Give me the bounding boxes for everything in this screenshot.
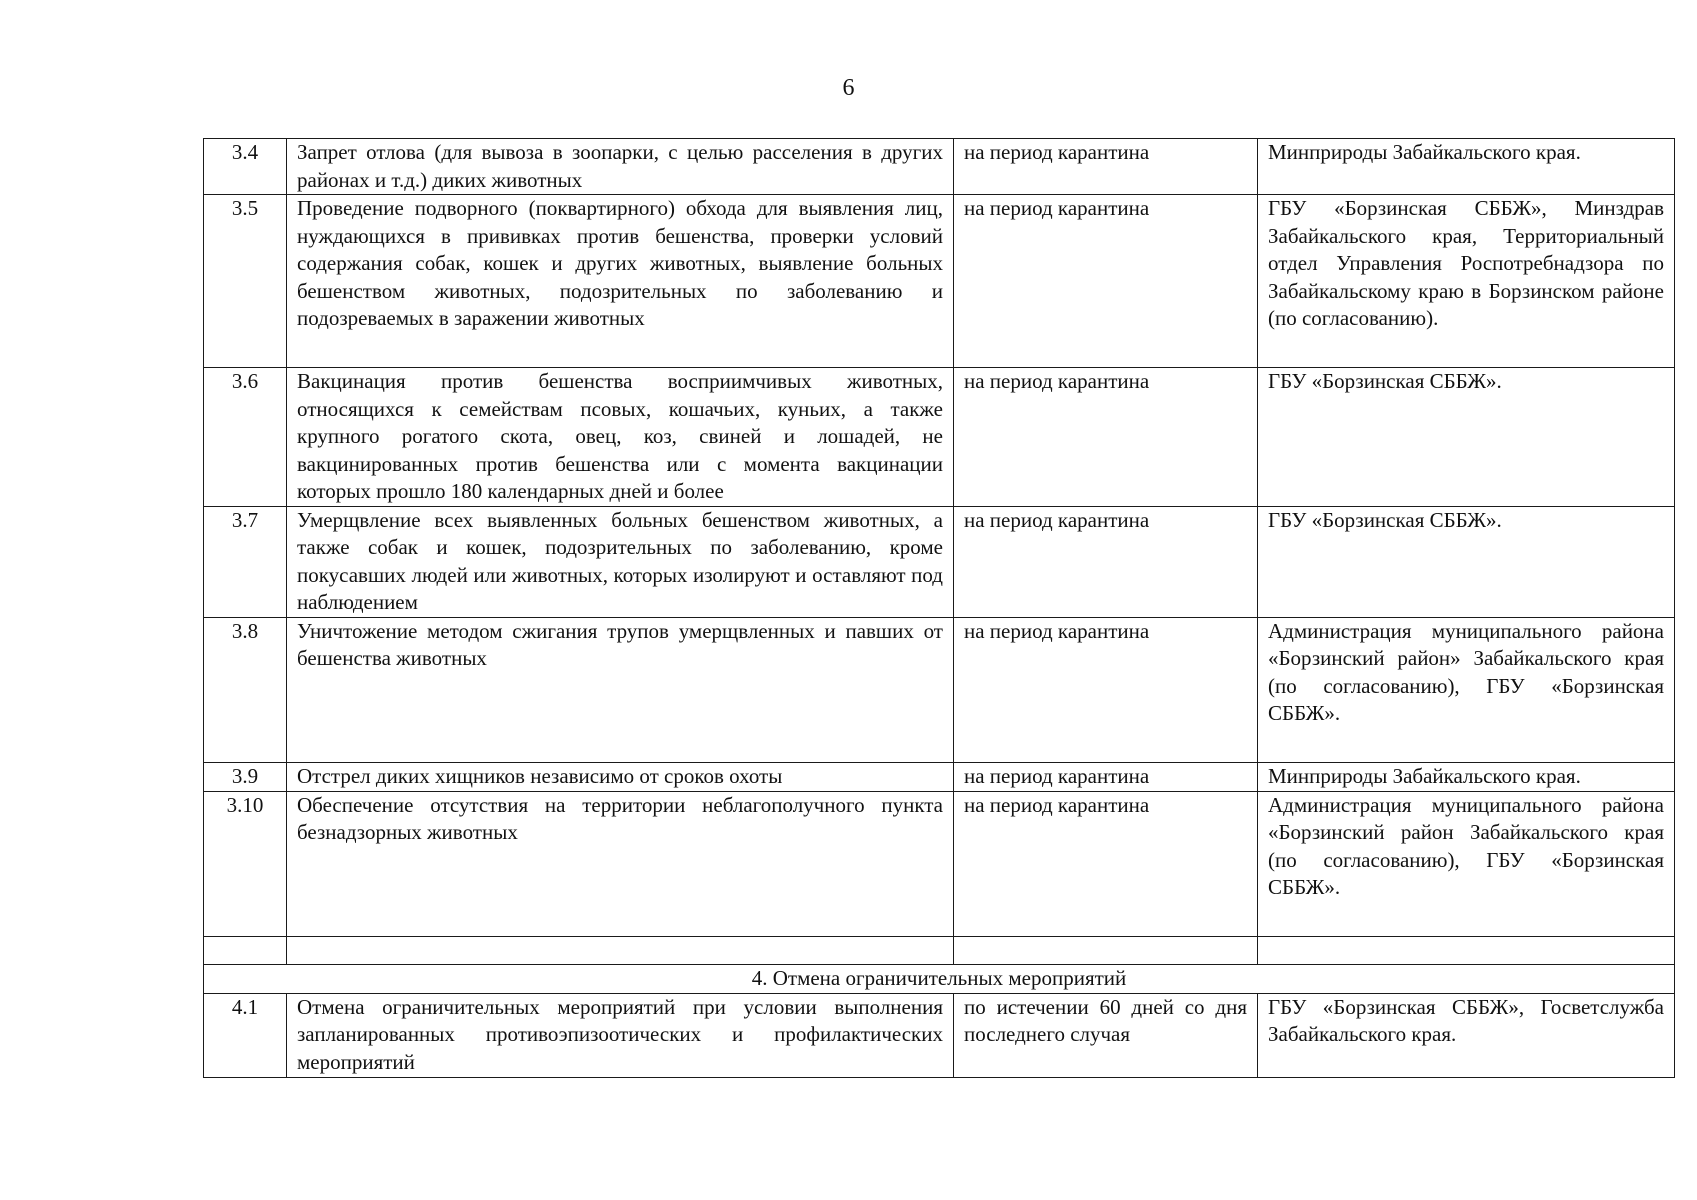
measure-term: по истечении 60 дней со дня последнего случая	[954, 993, 1258, 1077]
empty-cell	[287, 936, 954, 964]
section-title: 4. Отмена ограничительных мероприятий	[204, 964, 1675, 993]
measure-description: Уничтожение методом сжигания трупов умерщвленных и павших от бешенства животных	[287, 617, 954, 762]
measure-term: на период карантина	[954, 617, 1258, 762]
table-row	[204, 762, 1675, 791]
measure-responsible: ГБУ «Борзинская СББЖ».	[1258, 368, 1675, 507]
table-row	[204, 993, 1675, 1077]
empty-cell	[204, 936, 287, 964]
table-row	[204, 506, 1675, 617]
measure-responsible: Администрация муниципального района «Борзинский район» Забайкальского края (по согласованию), ГБУ «Борзинская СББЖ».	[1258, 617, 1675, 762]
measure-description: Отстрел диких хищников независимо от сроков охоты	[287, 762, 954, 791]
page-number: 6	[842, 75, 855, 101]
table-row	[204, 791, 1675, 936]
measure-term: на период карантина	[954, 506, 1258, 617]
measures-table	[203, 138, 1675, 1078]
measure-term: на период карантина	[954, 139, 1258, 195]
measure-responsible: Минприроды Забайкальского края.	[1258, 139, 1675, 195]
section-header-row	[204, 964, 1675, 993]
measure-term: на период карантина	[954, 791, 1258, 936]
table-row	[204, 139, 1675, 195]
table-row	[204, 617, 1675, 762]
empty-row	[204, 936, 1675, 964]
row-number: 3.10	[204, 791, 287, 936]
measure-responsible: Минприроды Забайкальского края.	[1258, 762, 1675, 791]
empty-cell	[954, 936, 1258, 964]
measure-description: Отмена ограничительных мероприятий при условии выполнения запланированных противоэпизоотических и профилактических мероприятий	[287, 993, 954, 1077]
row-number: 3.8	[204, 617, 287, 762]
measure-description: Вакцинация против бешенства восприимчивых животных, относящихся к семействам псовых, кошачьих, куньих, а также крупного рогатого скота, овец, коз, свиней и лошадей, не вакцинированных против бешенства или с момента вакцинации которых прошло 180 календарных дней и более	[287, 368, 954, 507]
measure-description: Обеспечение отсутствия на территории неблагополучного пункта безнадзорных животных	[287, 791, 954, 936]
row-number: 3.5	[204, 195, 287, 368]
row-number: 3.7	[204, 506, 287, 617]
table-row	[204, 368, 1675, 507]
row-number: 3.6	[204, 368, 287, 507]
measure-description: Проведение подворного (поквартирного) обхода для выявления лиц, нуждающихся в прививках против бешенства, проверки условий содержания собак, кошек и других животных, выявление больных бешенством животных, подозрительных по заболеванию и подозреваемых в заражении животных	[287, 195, 954, 368]
row-number: 4.1	[204, 993, 287, 1077]
measure-term: на период карантина	[954, 368, 1258, 507]
measure-responsible: ГБУ «Борзинская СББЖ», Госветслужба Забайкальского края.	[1258, 993, 1675, 1077]
measure-description: Запрет отлова (для вывоза в зоопарки, с целью расселения в других районах и т.д.) диких животных	[287, 139, 954, 195]
measure-term: на период карантина	[954, 195, 1258, 368]
measure-responsible: ГБУ «Борзинская СББЖ».	[1258, 506, 1675, 617]
row-number: 3.9	[204, 762, 287, 791]
empty-cell	[1258, 936, 1675, 964]
measure-responsible: ГБУ «Борзинская СББЖ», Минздрав Забайкальского края, Территориальный отдел Управления Роспотребнадзора по Забайкальскому краю в Борзинском районе (по согласованию).	[1258, 195, 1675, 368]
measure-responsible: Администрация муниципального района «Борзинский район Забайкальского края (по согласованию), ГБУ «Борзинская СББЖ».	[1258, 791, 1675, 936]
measure-description: Умерщвление всех выявленных больных бешенством животных, а также собак и кошек, подозрительных по заболеванию, кроме покусавших людей или животных, которых изолируют и оставляют под наблюдением	[287, 506, 954, 617]
measure-term: на период карантина	[954, 762, 1258, 791]
table-row	[204, 195, 1675, 368]
row-number: 3.4	[204, 139, 287, 195]
